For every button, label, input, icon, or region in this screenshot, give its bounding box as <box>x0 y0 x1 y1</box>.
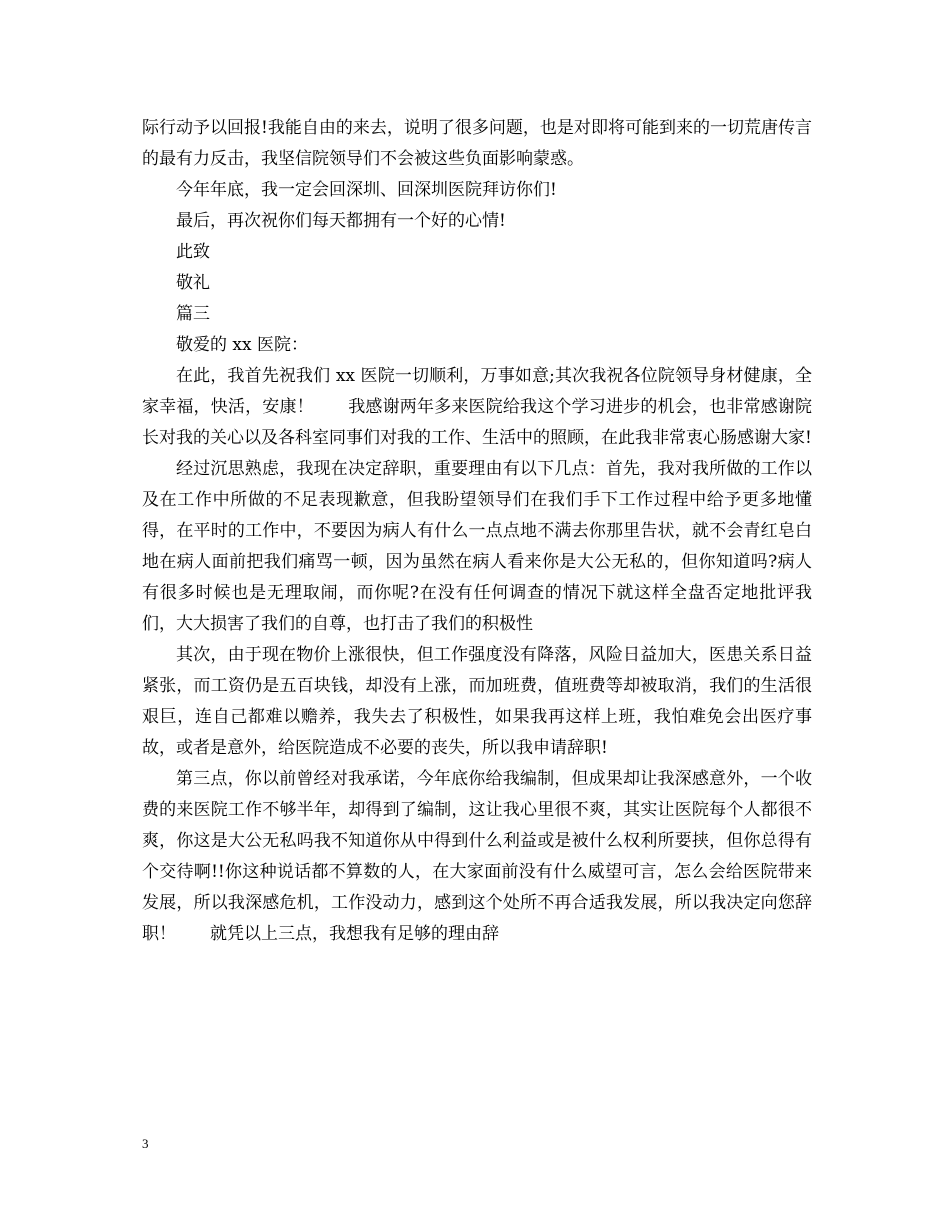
paragraph-visit-plan: 今年年底，我一定会回深圳、回深圳医院拜访你们! <box>176 180 557 200</box>
letter-greeting: 敬爱的 xx 医院： <box>176 335 308 355</box>
paragraph-reason-first: 经过沉思熟虑，我现在决定辞职，重要理由有以下几点：首先，我对我所做的工作以及在工作中所做的不足表现歉意，但我盼望领导们在我们手下工作过程中给予更多地懂得，在平时的工作中，不要因为病人有什么一点点地不满去你那里告状，就不会青红皂白地在病人面前把我们痛骂一顿，因为虽然在病人看来你是大公无私的，但你知道吗?病人有很多时候也是无理取闹，而你呢?在没有任何调查的情况下就这样全盘否定地批评我们，大大损害了我们的自尊，也打击了我们的积极性 <box>142 459 812 634</box>
paragraph-reason-second: 其次，由于现在物价上涨很快，但工作强度没有降落，风险日益加大，医患关系日益紧张，而工资仍是五百块钱，却没有上涨，而加班费，值班费等却被取消，我们的生活很艰巨，连自己都难以赡养，我失去了积极性，如果我再这样上班，我怕难免会出医疗事故，或者是意外，给医院造成不必要的丧失，所以我申请辞职! <box>142 645 812 758</box>
section-heading: 篇三 <box>176 304 210 324</box>
salutation-cizhi: 此致 <box>176 242 210 262</box>
paragraph-opening: 在此，我首先祝我们 xx 医院一切顺利，万事如意;其次我祝各位院领导身材健康，全家幸福，快活，安康！ 我感谢两年多来医院给我这个学习进步的机会，也非常感谢院长对我的关心以及各科室同事们对我的工作、生活中的照顾，在此我非常衷心肠感谢大家! <box>142 366 812 448</box>
paragraph-closing-wish: 最后，再次祝你们每天都拥有一个好的心情! <box>176 211 506 231</box>
paragraph-reason-third: 第三点，你以前曾经对我承诺，今年底你给我编制，但成果却让我深感意外，一个收费的来医院工作不够半年，却得到了编制，这让我心里很不爽，其实让医院每个人都很不爽，你这是大公无私吗我不知道你从中得到什么利益或是被什么权利所要挟，但你总得有个交待啊!!你这种说话都不算数的人，在大家面前没有什么威望可言，怎么会给医院带来发展，所以我深感危机，工作没动力，感到这个处所不再合适我发展，所以我决定向您辞职！ 就凭以上三点，我想我有足够的理由辞 <box>142 769 812 944</box>
document-body <box>142 113 812 950</box>
paragraph-continuation: 际行动予以回报!我能自由的来去，说明了很多问题，也是对即将可能到来的一切荒唐传言的最有力反击，我坚信院领导们不会被这些负面影响蒙惑。 <box>142 118 812 169</box>
salutation-jingli: 敬礼 <box>176 273 210 293</box>
page-number: 3 <box>142 1136 149 1151</box>
